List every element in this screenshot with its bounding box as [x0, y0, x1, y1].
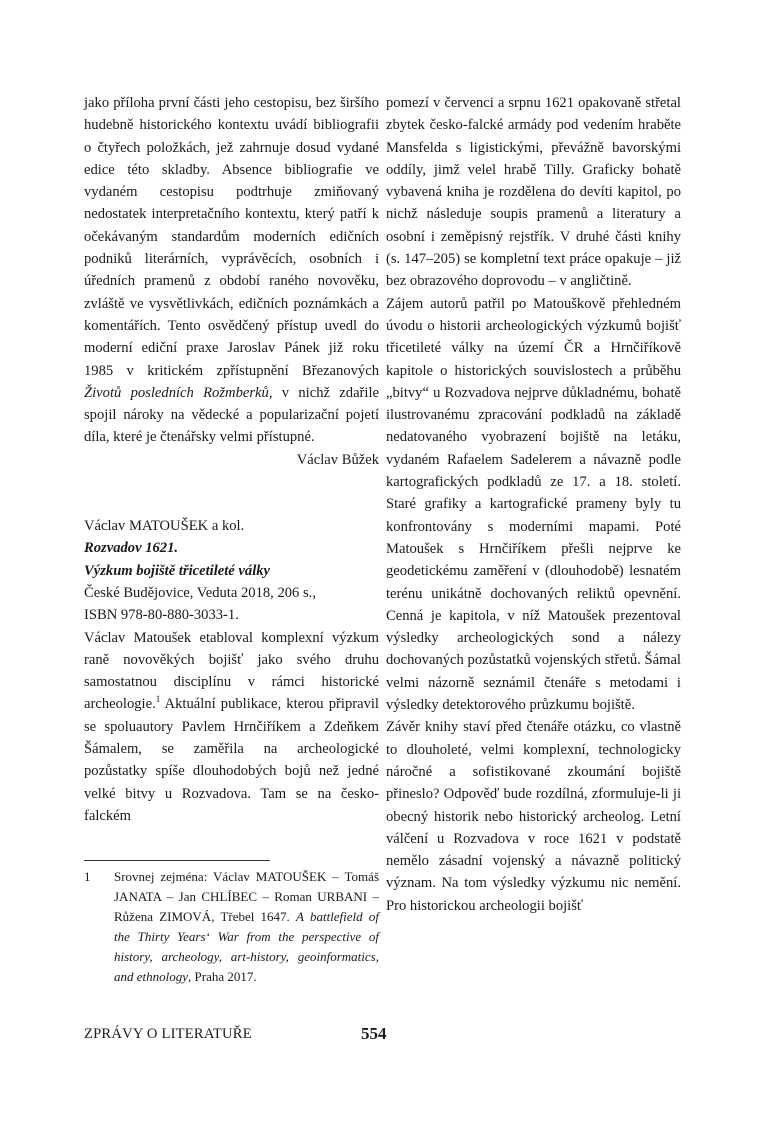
review-header — [84, 515, 379, 626]
footnote-text — [114, 867, 379, 987]
review-title: Rozvadov 1621. — [84, 540, 179, 557]
review-subtitle: Výzkum bojiště třicetileté války — [84, 562, 271, 579]
right-column — [386, 92, 681, 917]
previous-review-paragraph — [84, 92, 379, 449]
running-title: ZPRÁVY O LITERATUŘE — [84, 1026, 252, 1042]
page-number: 554 — [361, 1024, 387, 1043]
review-isbn: ISBN 978-80-880-3033-1. — [84, 607, 239, 624]
review-paragraph — [84, 627, 379, 828]
footnote-text-start: Srovnej zejména: Václav MATOUŠEK – Tomáš JANATA – Jan CHLÍBEC – Roman URBANI – Růžena ZIMOVÁ, Třebel 1647. — [114, 869, 379, 924]
footnote-number: 1 — [84, 869, 91, 884]
review-text: Václav Matoušek etabloval komplexní výzkum raně novověkých bojišť jako svého druhu samostatnou disciplínu v rámci historické archeologie. — [84, 629, 379, 713]
footnote — [84, 867, 379, 987]
previous-review-text-end: , v nichž zdařile spojil nároky na vědecké a popularizační pojetí díla, které je čtenářsky velmi přístupné. — [84, 384, 379, 446]
previous-review-text: jako příloha první části jeho cestopisu, bez širšího hudebně historického kontextu uvádí bibliografii o čtyřech položkách, jež zahrnuje dosud vydané edice této skladby. Absence bibliografie ve vydaném cestopisu podtrhuje zmiňovaný nedostatek interpretačního kontextu, který patří k očekávaným standardům moderních edičních podniků literárních, vyprávěcích, osobních i úředních pramenů z období raného novověku, zvláště ve vysvětlivkách, edičních poznámkách a komentářích. Tento osvědčený přístup uvedl do moderní ediční praxe Jaroslav Pánek již roku 1985 v kritickém zpřístupnění Březanových — [84, 95, 379, 379]
previous-review-book-title: Životů posledních Rožmberků — [84, 384, 269, 401]
review-text-continued: Aktuální publikace, kterou připravil se spoluautory Pavlem Hrnčiříkem a Zdeňkem Šámalem, se zaměřila na archeologické pozůstatky spíše dlouhodobých bojů než jedné velké bitvy u Rozvadova. Tam se na česko-falckém — [84, 696, 379, 824]
footnote-divider — [84, 860, 270, 861]
review-paragraph-3: Závěr knihy staví před čtenáře otázku, co vlastně to dlouholeté, velmi komplexní, technologicky náročné a sofistikované zkoumání bojiště přineslo? Odpověď bude rozdílná, zformuluje-li ji obecný historik nebo historický archeolog. Letní válčení u Rozvadova v roce 1621 v podstatě nemělo zásadní vojenský a návazně politický význam. Na tom výsledky výzkumu nic nemění. Pro historickou archeologii bojišť — [386, 719, 681, 914]
previous-review-signature: Václav Bůžek — [296, 451, 379, 468]
footnote-text-end: , Praha 2017. — [188, 969, 257, 984]
review-paragraph-1: pomezí v červenci a srpnu 1621 opakovaně střetal zbytek česko-falcké armády pod vedením hraběte Mansfelda s ligistickými, převážně bavorskými oddíly, jimž velel hrabě Tilly. Graficky bohatě vybavená kniha je rozdělena do devíti kapitol, po nichž následuje soupis pramenů a literatury a osobní i zeměpisný rejstřík. V druhé části knihy (s. 147–205) se kompletní text práce opakuje – již bez obrazového doprovodu – v angličtině. — [386, 95, 681, 290]
footnote-book-title: A battlefield of the Thirty Years‘ War from the perspective of history, archeology, art-history, geoinformatics, and ethnology — [114, 909, 379, 984]
review-imprint: České Budějovice, Veduta 2018, 206 s., — [84, 584, 316, 601]
footnote-marker[interactable]: 1 — [155, 694, 161, 705]
review-paragraph-2: Zájem autorů patřil po Matouškově přehledném úvodu o historii archeologických výzkumů bojišť třicetileté války na území ČR a Hrnčiříkově kapitole o historických souvislostech a průběhu „bitvy“ u Rozvadova nejprve důkladnému, bohatě ilustrovanému zpracování podkladů na základě nedatovaného vyobrazení bojiště na letáku, vydaném Rafaelem Sadelerem a návazně podle kartografických podkladů ze 17. a 18. století. Staré grafiky a kartografické prameny byly tu konfrontovány s moderními mapami. Poté Matoušek s Hrnčiříkem přešli nejprve ke geodetickému zaměření v (dlouhodobě) lesnatém terénu unikátně dochovaných reliktů opevnění. Cenná je kapitola, v níž Matoušek prezentoval výsledky archeologických sond a nálezy dochovaných pozůstatků vojenských střetů. Šámal velmi názorně seznámil čtenáře s metodami i výsledky detektorového průzkumu bojiště. — [386, 295, 681, 714]
left-column — [84, 92, 379, 827]
review-author: Václav MATOUŠEK a kol. — [84, 518, 245, 535]
